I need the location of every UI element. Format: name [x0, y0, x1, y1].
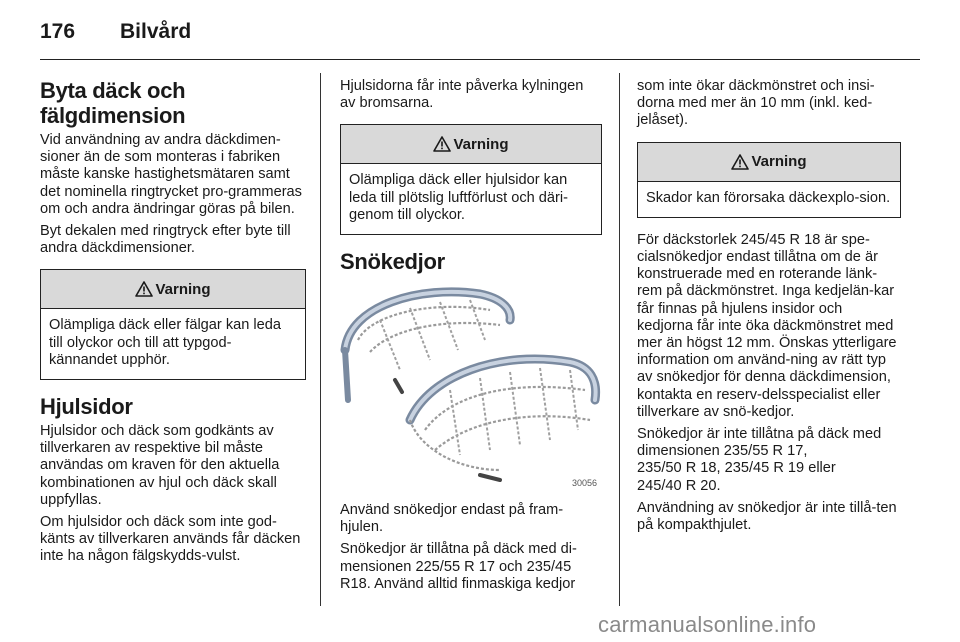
warning-box [637, 142, 901, 218]
paragraph: Hjulsidorna får inte påverka kylningen av bromsarna. [340, 78, 584, 112]
column-2 [340, 78, 602, 598]
warning-header [41, 270, 305, 309]
warning-title: Varning [453, 135, 509, 153]
paragraph: Använd snökedjor endast på fram-hjulen. [340, 502, 564, 536]
paragraph: som inte ökar däckmönstret och insi-dorna med mer än 10 mm (inkl. ked-jelåset). [637, 78, 875, 129]
text-line: Snökedjor är inte tillåtna på däck med dimensionen 235/55 R 17, [637, 426, 882, 460]
section-title: Bilvård [120, 20, 192, 43]
warning-triangle-icon [731, 154, 749, 170]
warning-header [341, 125, 601, 164]
snow-chain-illustration [340, 280, 602, 492]
figure-label: 30056 [572, 478, 598, 489]
warning-title: Varning [751, 153, 807, 171]
column-3 [637, 78, 901, 539]
text-line: 235/50 R 18, 235/45 R 19 eller [637, 460, 836, 477]
warning-triangle-icon [433, 136, 451, 152]
warning-title: Varning [155, 280, 211, 298]
paragraph: För däckstorlek 245/45 R 18 är spe-cialsnökedjor endast tillåtna om de är konstruerade med en roterande länk-rem på däckmönstret. Inga kedjelän-kar får finnas på hjulens insidor och kedjorna får inte öka däckmönstret med mer än högst 12 mm. Önskas ytterligare information om använd-ning av rätt typ av snökedjor för denna däckdimension, kontakta en reserv-delsspecialist eller tillverkare av snö-kedjor. [637, 231, 897, 420]
warning-header [638, 143, 900, 182]
text-line: 245/40 R 20. [637, 477, 721, 494]
warning-text: Skador kan förorsaka däckexplo-sion. [646, 189, 891, 206]
heading-hjulsidor: Hjulsidor [40, 394, 133, 420]
paragraph: Om hjulsidor och däck som inte god-känts av tillverkaren används får däcken inte ha någon fälgskydds-vulst. [40, 514, 301, 565]
warning-text: Olämpliga däck eller hjulsidor kan leda till plötslig luftförlust och däri-genom till olyckor. [349, 172, 569, 223]
paragraph: Användning av snökedjor är inte tillå-ten på kompakthjulet. [637, 499, 897, 534]
header-divider [40, 59, 920, 60]
paragraph: Vid användning av andra däckdimen-sioner än de som monteras i fabriken måste kanske hastighetsmätaren samt det nominella ringtrycket pro-grammeras om och andra ändringar göras på bilen. [40, 132, 302, 217]
page-header [40, 14, 920, 48]
column-divider-2 [619, 73, 620, 606]
paragraph: Hjulsidor och däck som godkänts av tillverkaren av respektive bil måste användas om kraven för den aktuella kombinationen av hjul och däck skall uppfyllas. [40, 423, 280, 508]
heading-byta-dack: Byta däck och fälgdimension [40, 78, 186, 128]
warning-box [40, 269, 306, 380]
paragraph: Snökedjor är tillåtna på däck med di-mensionen 225/55 R 17 och 235/45 R18. Använd alltid finmaskiga kedjor [340, 541, 577, 592]
warning-text: Olämpliga däck eller fälgar kan leda till olyckor och till att typgod-kännandet upphör. [49, 317, 282, 368]
heading-snokedjor: Snökedjor [340, 249, 445, 275]
watermark: carmanualsonline.info [598, 612, 817, 637]
column-1 [40, 78, 306, 571]
paragraph: Byt dekalen med ringtryck efter byte till andra däckdimensioner. [40, 223, 291, 257]
paragraph [637, 426, 901, 495]
warning-box [340, 124, 602, 235]
column-divider-1 [320, 73, 321, 606]
warning-triangle-icon [135, 281, 153, 297]
page-number: 176 [40, 20, 76, 43]
